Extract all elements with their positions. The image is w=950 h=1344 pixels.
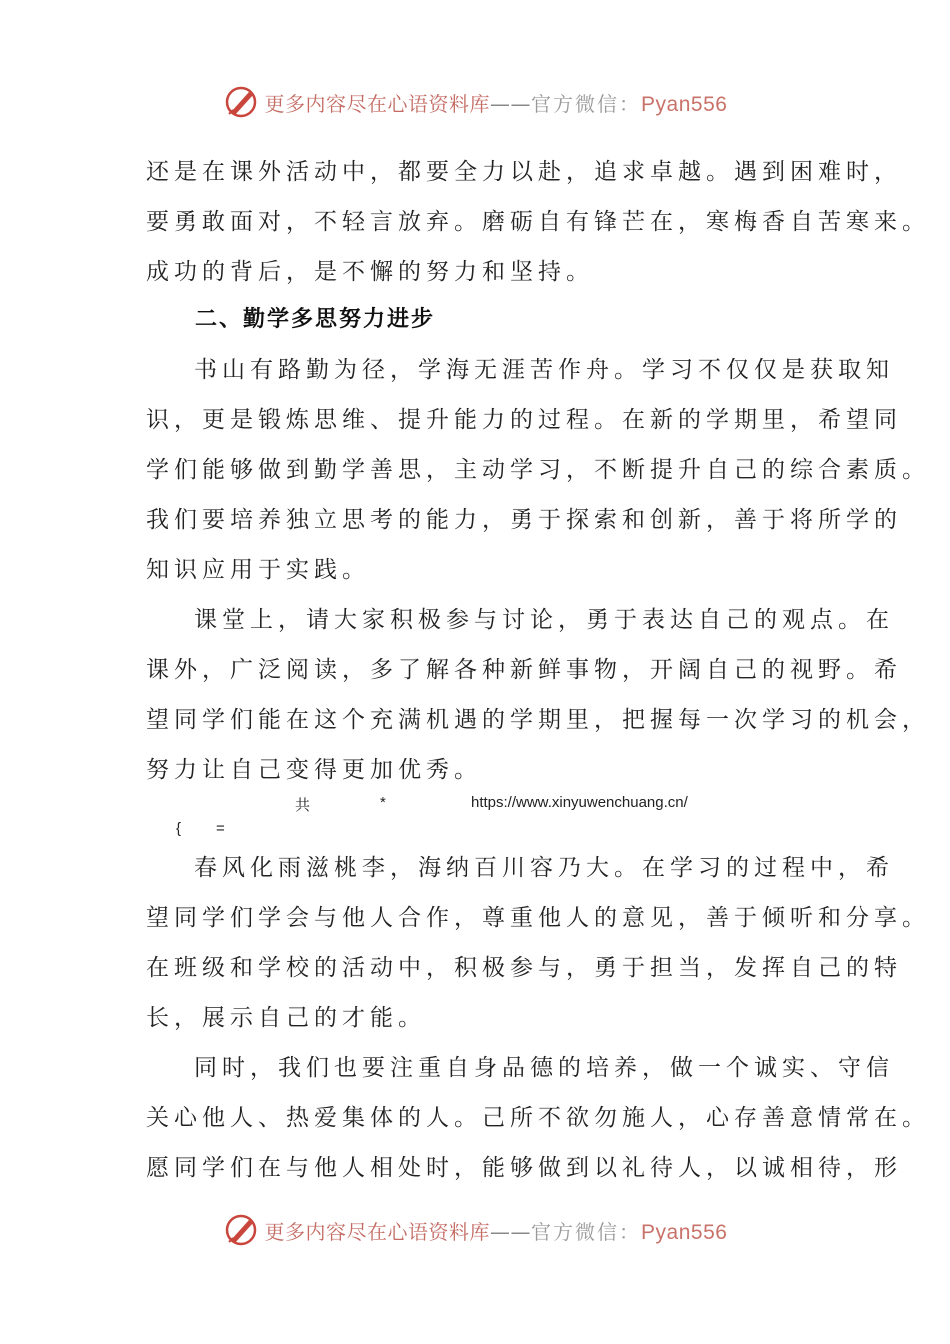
banner-separator: —— bbox=[490, 91, 532, 116]
paragraph-line: 知识应用于实践。 bbox=[146, 557, 370, 583]
banner-text bbox=[265, 88, 728, 117]
body-line: 还是在课外活动中，都要全力以赴，追求卓越。遇到困难时， bbox=[146, 159, 902, 185]
banner-wechat-label: 官方微信： bbox=[531, 91, 642, 116]
header-banner bbox=[0, 82, 950, 122]
pen-logo-icon bbox=[223, 1212, 259, 1248]
paragraph-line: 望同学们学会与他人合作，尊重他人的意见，善于倾听和分享。 bbox=[146, 905, 930, 931]
banner-wechat-id: Pyan556 bbox=[641, 92, 728, 116]
paragraph-line: 书山有路勤为径，学海无涯苦作舟。学习不仅仅是获取知 bbox=[194, 357, 894, 383]
body-line: 成功的背后，是不懈的努力和坚持。 bbox=[146, 259, 594, 285]
section-heading: 二、勤学多思努力进步 bbox=[195, 307, 436, 332]
stray-mark-asterisk: * bbox=[380, 794, 386, 811]
banner-main-text: 更多内容尽在心语资料库 bbox=[264, 91, 491, 116]
footer-banner bbox=[0, 1210, 950, 1250]
pen-logo-icon bbox=[223, 84, 259, 120]
stray-mark-brace: { bbox=[176, 820, 182, 837]
paragraph-line: 关心他人、热爱集体的人。己所不欲勿施人，心存善意情常在。 bbox=[146, 1105, 930, 1131]
banner-separator: —— bbox=[490, 1219, 532, 1244]
paragraph-line: 同时，我们也要注重自身品德的培养，做一个诚实、守信 bbox=[194, 1055, 894, 1081]
paragraph-line: 在班级和学校的活动中，积极参与，勇于担当，发挥自己的特 bbox=[146, 955, 902, 981]
paragraph-line: 学们能够做到勤学善思，主动学习，不断提升自己的综合素质。 bbox=[146, 457, 930, 483]
banner-main-text: 更多内容尽在心语资料库 bbox=[264, 1219, 491, 1244]
paragraph-line: 我们要培养独立思考的能力，勇于探索和创新，善于将所学的 bbox=[146, 507, 902, 533]
paragraph-line: 课堂上，请大家积极参与讨论，勇于表达自己的观点。在 bbox=[194, 607, 894, 633]
banner-text bbox=[265, 1216, 728, 1245]
body-line: 要勇敢面对，不轻言放弃。磨砺自有锋芒在，寒梅香自苦寒来。 bbox=[146, 209, 930, 235]
paragraph-line: 望同学们能在这个充满机遇的学期里，把握每一次学习的机会， bbox=[146, 707, 930, 733]
paragraph-line: 愿同学们在与他人相处时，能够做到以礼待人，以诚相待，形 bbox=[146, 1155, 902, 1181]
banner-wechat-label: 官方微信： bbox=[531, 1219, 642, 1244]
paragraph-line: 课外，广泛阅读，多了解各种新鲜事物，开阔自己的视野。希 bbox=[146, 657, 902, 683]
paragraph-line: 春风化雨滋桃李，海纳百川容乃大。在学习的过程中，希 bbox=[194, 855, 894, 881]
stray-mark-equals: = bbox=[216, 820, 225, 837]
paragraph-line: 长，展示自己的才能。 bbox=[146, 1005, 426, 1031]
watermark-url: https://www.xinyuwenchuang.cn/ bbox=[471, 794, 688, 811]
banner-wechat-id: Pyan556 bbox=[641, 1220, 728, 1244]
paragraph-line: 努力让自己变得更加优秀。 bbox=[146, 757, 482, 783]
stray-mark-gong: 共 bbox=[295, 797, 311, 814]
paragraph-line: 识，更是锻炼思维、提升能力的过程。在新的学期里，希望同 bbox=[146, 407, 902, 433]
